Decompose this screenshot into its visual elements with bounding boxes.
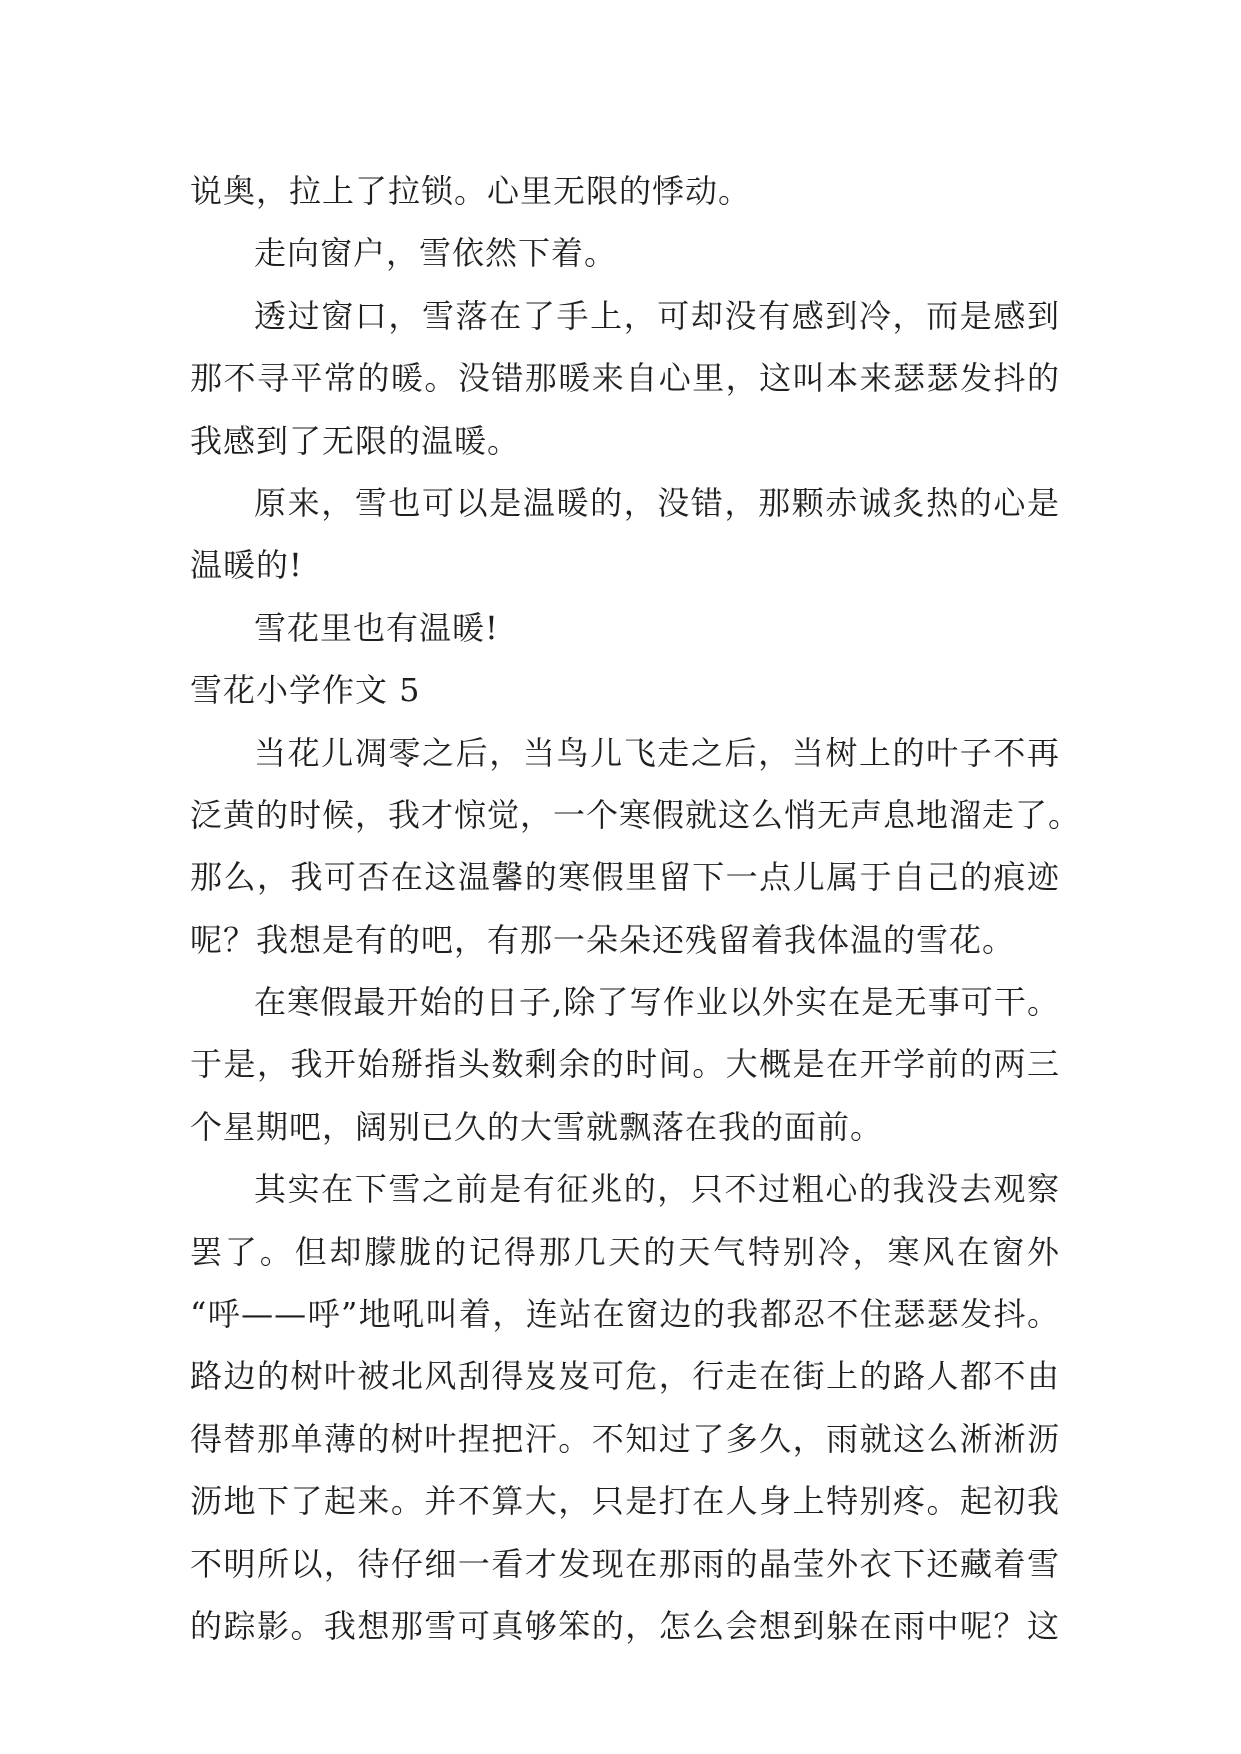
text-line: 泛黄的时候，我才惊觉，一个寒假就这么悄无声息地溜走了。 — [190, 795, 1082, 834]
text-line: 在寒假最开始的日子,除了写作业以外实在是无事可干。 — [254, 983, 1060, 1022]
text-line: 走向窗户，雪依然下着。 — [254, 234, 618, 273]
essay-body — [190, 160, 1082, 1657]
text-line: 说奥，拉上了拉锁。心里无限的悸动。 — [190, 172, 752, 210]
text-line: 雪花里也有温暖! — [254, 608, 499, 647]
text-line: 于是，我开始掰指头数剩余的时间。大概是在开学前的两三 — [190, 1045, 1060, 1084]
text-line: 透过窗口，雪落在了手上，可却没有感到冷，而是感到 — [254, 296, 1060, 335]
text-line: “呼——呼”地吼叫着，连站在窗边的我都忍不住瑟瑟发抖。 — [190, 1295, 1060, 1334]
text-line: 当花儿凋零之后，当鸟儿飞走之后，当树上的叶子不再 — [254, 733, 1060, 772]
text-line: 原来，雪也可以是温暖的，没错，那颗赤诚炙热的心是 — [254, 483, 1060, 522]
text-line: 那么，我可否在这温馨的寒假里留下一点儿属于自己的痕迹 — [190, 858, 1060, 897]
text-line: 温暖的! — [190, 546, 303, 585]
text-line: 罢了。但却朦胧的记得那几天的天气特别冷，寒风在窗外 — [190, 1232, 1060, 1271]
text-line: 的踪影。我想那雪可真够笨的，怎么会想到躲在雨中呢？这 — [190, 1606, 1060, 1645]
text-line: 呢？我想是有的吧，有那一朵朵还残留着我体温的雪花。 — [190, 920, 1016, 959]
text-line: 个星期吧，阔别已久的大雪就飘落在我的面前。 — [190, 1107, 884, 1146]
section-heading: 雪花小学作文 5 — [190, 671, 421, 710]
text-line: 其实在下雪之前是有征兆的，只不过粗心的我没去观察 — [254, 1170, 1060, 1209]
text-line: 路边的树叶被北风刮得岌岌可危，行走在街上的路人都不由 — [190, 1357, 1060, 1396]
text-line: 我感到了无限的温暖。 — [190, 421, 521, 460]
text-line: 那不寻平常的暖。没错那暖来自心里，这叫本来瑟瑟发抖的 — [190, 359, 1060, 398]
text-line: 不明所以，待仔细一看才发现在那雨的晶莹外衣下还藏着雪 — [190, 1544, 1060, 1583]
text-line: 沥地下了起来。并不算大，只是打在人身上特别疼。起初我 — [190, 1482, 1060, 1521]
text-line: 得替那单薄的树叶捏把汗。不知过了多久，雨就这么淅淅沥 — [190, 1419, 1060, 1458]
